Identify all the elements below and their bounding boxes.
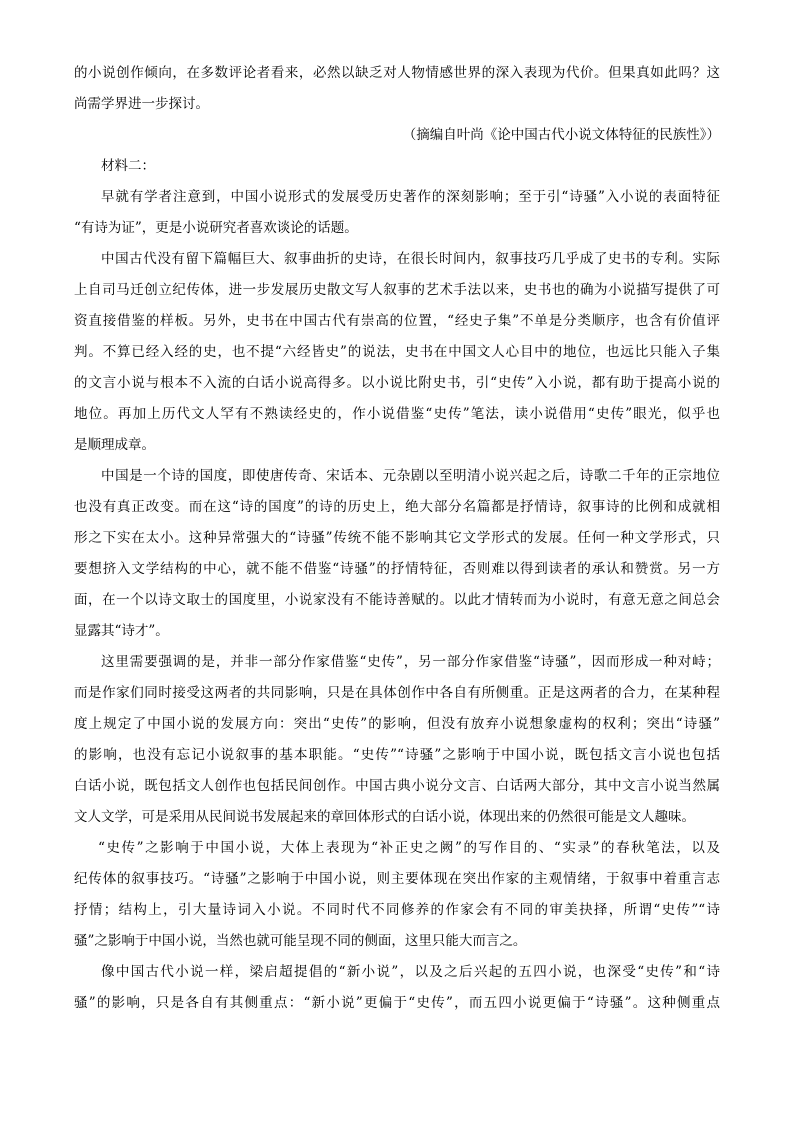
citation: （摘编自叶尚《论中国古代小说文体特征的民族性》） xyxy=(402,127,720,143)
text-line: 的影响，也没有忘记小说叙事的基本职能。“史传”“诗骚”之影响于中国小说，既包括文言小说也包括 xyxy=(74,747,720,763)
paragraph xyxy=(74,182,720,244)
text-line: 判。不算已经入经的史，也不提“六经皆史”的说法，史书在中国文人心目中的地位，也远比只能入子集 xyxy=(74,344,720,360)
material-heading: 材料二： xyxy=(101,158,155,174)
text-line: 骚”的影响，只是各自有其侧重点：“新小说”更偏于“史传”，而五四小说更偏于“诗骚”。这种侧重点 xyxy=(74,995,720,1011)
text-line: 面，在一个以诗文取士的国度里，小说家没有不能诗善赋的。以此才情转而为小说时，有意无意之间总会 xyxy=(74,592,720,608)
text-line: 中国古代没有留下篇幅巨大、叙事曲折的史诗，在很长时间内，叙事技巧几乎成了史书的专利。实际 xyxy=(101,251,720,267)
document-page xyxy=(74,58,720,1019)
text-line: 而是作家们同时接受这两者的共同影响，只是在具体创作中各自有所侧重。正是这两者的合力，在某种程 xyxy=(74,685,720,701)
paragraph xyxy=(74,647,720,833)
paragraph xyxy=(74,957,720,1019)
paragraph xyxy=(74,461,720,647)
paragraph xyxy=(74,244,720,461)
text-line: “有诗为证”，更是小说研究者喜欢谈论的话题。 xyxy=(74,220,358,236)
text-line: 的小说创作倾向，在多数评论者看来，必然以缺乏对人物情感世界的深入表现为代价。但果真如此吗？这 xyxy=(74,65,720,81)
intro-text xyxy=(74,58,720,120)
text-line: “史传”之影响于中国小说，大体上表现为“补正史之阙”的写作目的、“实录”的春秋笔法，以及 xyxy=(98,840,720,856)
text-line: 文人文学，可是采用从民间说书发展起来的章回体形式的白话小说，体现出来的仍然很可能是文人趣味。 xyxy=(74,809,695,825)
text-line: 早就有学者注意到，中国小说形式的发展受历史著作的深刻影响；至于引“诗骚”入小说的表面特征 xyxy=(101,189,720,205)
paragraph xyxy=(74,833,720,957)
text-line: 资直接借鉴的样板。另外，史书在中国古代有崇高的位置，“经史子集”不单是分类顺序，也含有价值评 xyxy=(74,313,720,329)
text-line: 白话小说，既包括文人创作也包括民间创作。中国古典小说分文言、白话两大部分，其中文言小说当然属 xyxy=(74,778,720,794)
text-line: 纪传体的叙事技巧。“诗骚”之影响于中国小说，则主要体现在突出作家的主观情绪，于叙事中着重言志 xyxy=(74,871,720,887)
text-line: 度上规定了中国小说的发展方向：突出“史传”的影响，但没有放弃小说想象虚构的权利；突出“诗骚” xyxy=(74,716,720,732)
text-line: 上自司马迁创立纪传体，进一步发展历史散文写人叙事的艺术手法以来，史书也的确为小说描写提供了可 xyxy=(74,282,720,298)
text-line: 抒情；结构上，引大量诗词入小说。不同时代不同修养的作家会有不同的审美抉择，所谓“史传”“诗 xyxy=(74,902,720,918)
text-line: 要想挤入文学结构的中心，就不能不借鉴“诗骚”的抒情特征，否则难以得到读者的承认和赞赏。另一方 xyxy=(74,561,720,577)
text-line: 中国是一个诗的国度，即使唐传奇、宋话本、元杂剧以至明清小说兴起之后，诗歌二千年的正宗地位 xyxy=(101,468,720,484)
text-line: 的文言小说与根本不入流的白话小说高得多。以小说比附史书，引“史传”入小说，都有助于提高小说的 xyxy=(74,375,720,391)
text-line: 形之下实在太小。这种异常强大的“诗骚”传统不能不影响其它文学形式的发展。任何一种文学形式，只 xyxy=(74,530,720,546)
text-line: 这里需要强调的是，并非一部分作家借鉴“史传”，另一部分作家借鉴“诗骚”，因而形成一种对峙； xyxy=(101,654,720,670)
text-line: 地位。再加上历代文人罕有不熟读经史的，作小说借鉴“史传”笔法，读小说借用“史传”眼光，似乎也 xyxy=(74,406,720,422)
text-line: 骚”之影响于中国小说，当然也就可能呈现不同的侧面，这里只能大而言之。 xyxy=(74,933,527,949)
text-line: 是顺理成章。 xyxy=(74,437,155,453)
text-line: 尚需学界进一步探讨。 xyxy=(74,96,209,112)
text-line: 也没有真正改变。而在这“诗的国度”的诗的历史上，绝大部分名篇都是抒情诗，叙事诗的比例和成就相 xyxy=(74,499,720,515)
text-line: 显露其“诗才”。 xyxy=(74,623,169,639)
text-line: 像中国古代小说一样，梁启超提倡的“新小说”，以及之后兴起的五四小说，也深受“史传”和“诗 xyxy=(101,964,720,980)
